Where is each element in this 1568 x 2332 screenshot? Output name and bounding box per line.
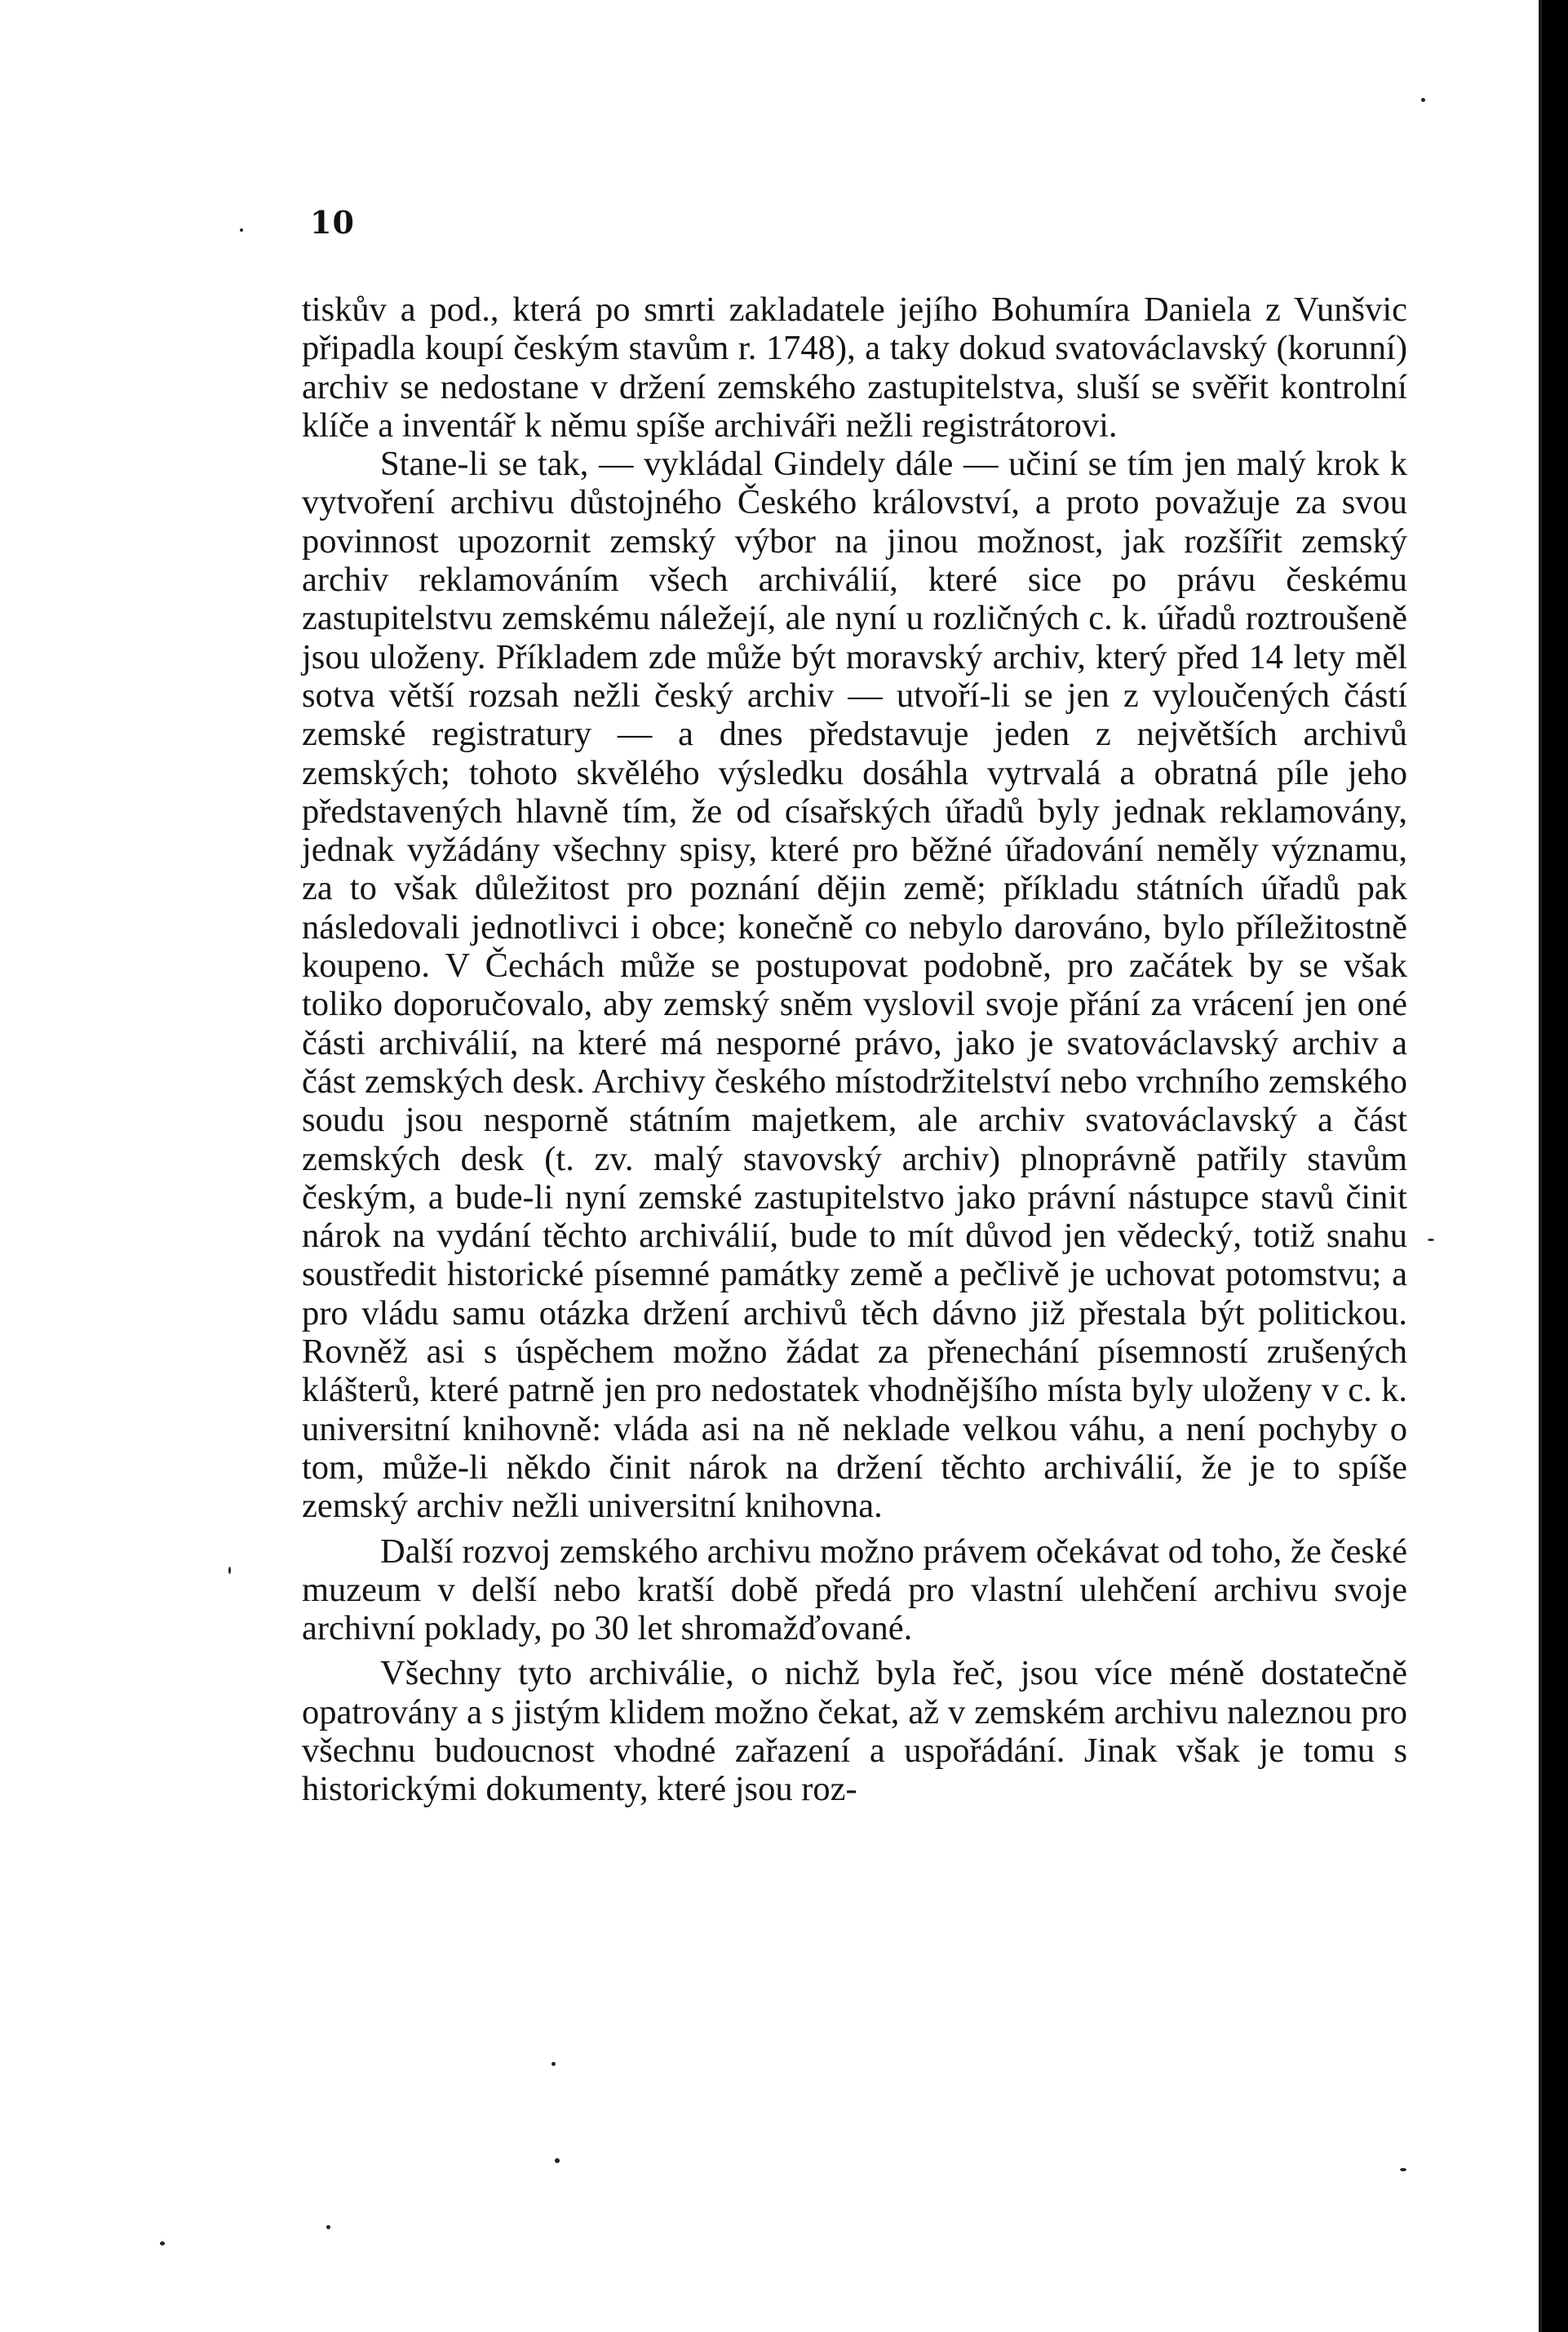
paragraph-4: Všechny tyto archiválie, o nichž byla řeč, jsou více méně dostatečně opatrovány a s jistým klidem možno čekat, až v zemském archivu naleznou pro všechnu budoucnost vhodné zařazení a uspořádání. Jinak však je tomu s historickými dokumenty, které jsou roz- [302,1654,1407,1809]
paragraph-1: tiskův a pod., která po smrti zakladatele jejího Bohumíra Daniela z Vunšvic připadla koupí českým stavům r. 1748), a taky dokud svatováclavský (korunní) archiv se nedostane v držení zemského zastupitelstva, sluší se svěřit kontrolní klíče a inventář k němu spíše archiváři nežli registrátorovi. [302,290,1407,445]
scan-speck [240,228,243,232]
scan-speck [1428,1239,1434,1241]
body-text [302,290,1407,1809]
paragraph-2: Stane-li se tak, — vykládal Gindely dále — učiní se tím jen malý krok k vytvoření archivu důstojného Českého království, a proto považuje za svou povinnost upozornit zemský výbor na jinou možnost, jak rozšířit zemský archiv reklamováním všech archiválií, které sice po právu českému zastupitelstvu zemskému náležejí, ale nyní u rozličných c. k. úřadů roztroušeně jsou uloženy. Příkladem zde může být moravský archiv, který před 14 lety měl sotva větší rozsah nežli český archiv — utvoří-li se jen z vyloučených částí zemské registratury — a dnes představuje jeden z největších archivů zemských; tohoto skvělého výsledku dosáhla vytrvalá a obratná píle jeho představených hlavně tím, že od císařských úřadů byly jednak reklamovány, jednak vyžádány všechny spisy, které pro běžné úřadování neměly významu, za to však důležitost pro poznání dějin země; příkladu státních úřadů pak následovali jednotlivci i obce; konečně co nebylo darováno, bylo příležitostně koupeno. V Čechách může se postupovat podobně, pro začátek by se však toliko doporučovalo, aby zemský sněm vyslovil svoje přání za vrácení jen oné části archiválií, na které má nesporné právo, jako je svatováclavský archiv a část zemských desk. Archivy českého místodržitelství nebo vrchního zemského soudu jsou nesporně státním majetkem, ale archiv svatováclavský a část zemských desk (t. zv. malý stavovský archiv) plnoprávně patřily stavům českým, a bude-li nyní zemské zastupitelstvo jako právní nástupce stavů činit nárok na vydání těchto archiválií, bude to mít důvod jen vědecký, totiž snahu soustředit historické písemné památky země a pečlivě je uchovat potomstvu; a pro vládu samu otázka držení archivů těch dávno již přestala být politickou. Rovněž asi s úspěchem možno žádat za přenechání písemností zrušených klášterů, které patrně jen pro nedostatek vhodnějšího místa byly uloženy v c. k. universitní knihovně: vláda asi na ně neklade velkou váhu, a není pochyby o tom, může-li někdo činit nárok na držení těchto archiválií, že je to spíše zemský archiv nežli universitní knihovna. [302,445,1407,1526]
scan-speck [1421,98,1425,102]
paragraph-3: Další rozvoj zemského archivu možno právem očekávat od toho, že české muzeum v delší nebo kratší době předá pro vlastní ulehčení archivu svoje archivní poklady, po 30 let shromažďované. [302,1532,1407,1648]
scan-speck [160,2241,165,2246]
scan-speck [326,2225,330,2229]
page-number: 10 [310,204,355,241]
scan-speck [551,2062,556,2066]
scan-speck [555,2158,560,2163]
scan-speck [228,1567,231,1574]
scan-speck [1400,2168,1406,2171]
